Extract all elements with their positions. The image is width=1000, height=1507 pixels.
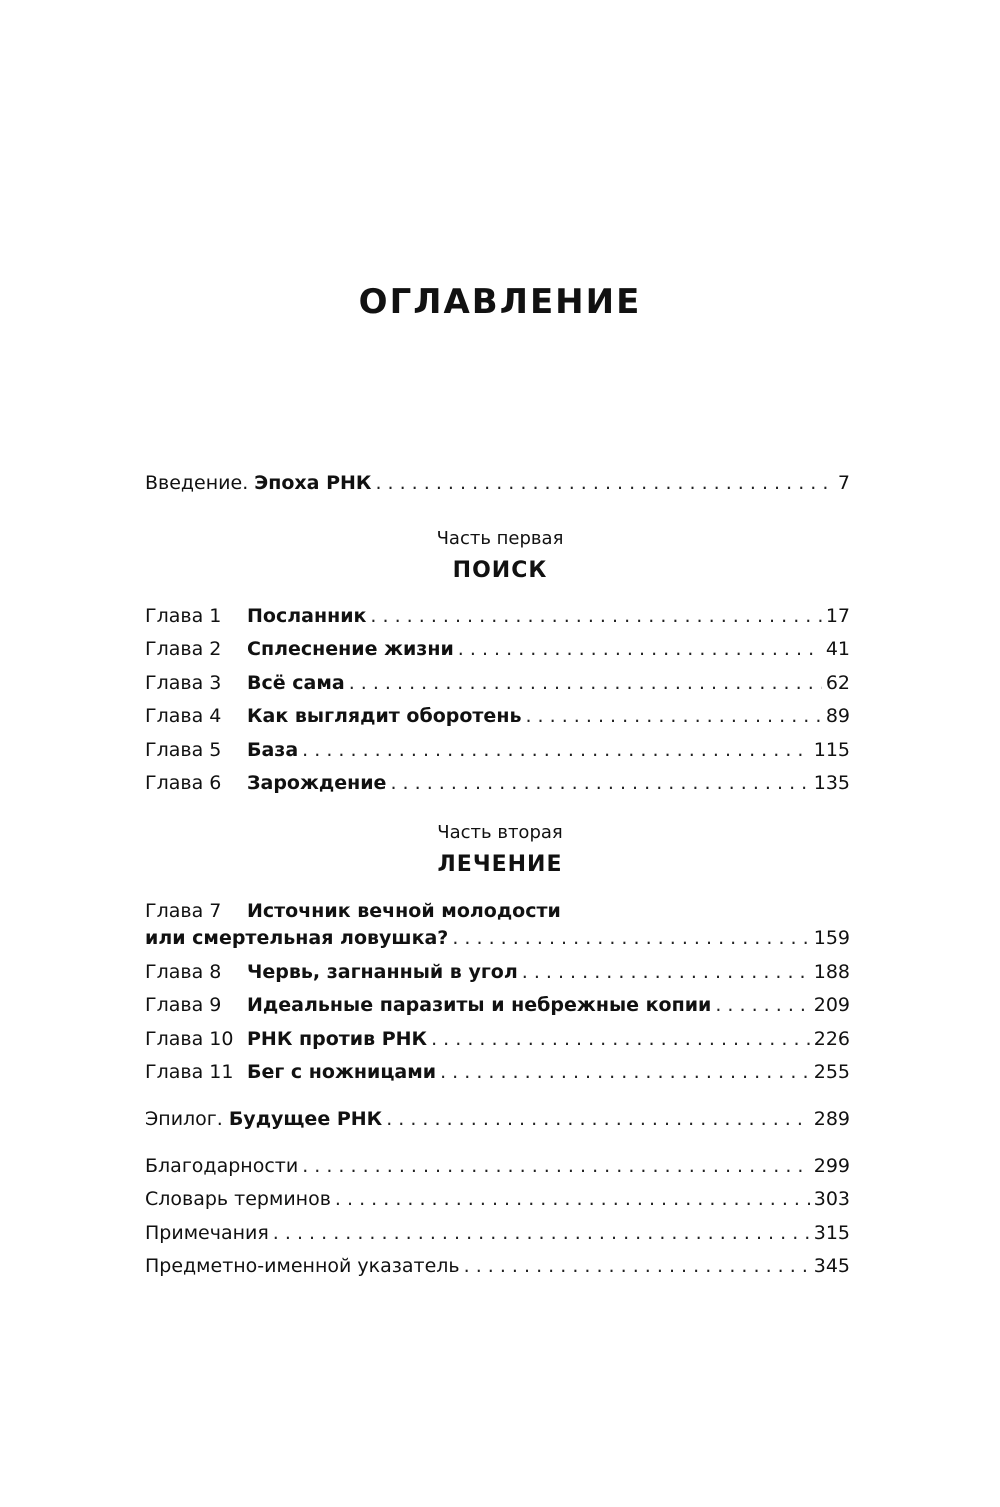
chapter-label: Глава 11 [145, 1061, 234, 1083]
dot-leader [335, 1188, 810, 1210]
page-number: 159 [813, 927, 850, 949]
part-title: ЛЕЧЕНИЕ [437, 852, 563, 877]
dot-leader [375, 472, 833, 494]
dot-leader [452, 927, 809, 949]
page-number: 41 [825, 638, 850, 660]
toc-entry-chapter-8[interactable] [145, 961, 850, 991]
chapter-title-line1: Источник вечной молодости [247, 900, 561, 922]
page-number: 62 [825, 672, 850, 694]
chapter-label: Глава 9 [145, 994, 222, 1016]
page-number: 345 [813, 1255, 850, 1277]
dot-leader [302, 739, 810, 761]
dot-leader [522, 961, 810, 983]
chapter-title: Посланник [247, 605, 367, 627]
part-caption: Часть вторая [437, 822, 563, 843]
chapter-title-line2-row [145, 927, 850, 957]
page-number: 135 [813, 772, 850, 794]
page-number: 89 [825, 705, 850, 727]
dot-leader [386, 1108, 810, 1130]
part-caption: Часть первая [436, 528, 564, 549]
toc-entry-chapter-7[interactable] [145, 900, 850, 960]
page-number: 115 [813, 739, 850, 761]
dot-leader [302, 1155, 810, 1177]
toc-entry-chapter-10[interactable] [145, 1028, 850, 1058]
intro-prefix: Введение. [145, 472, 249, 494]
chapter-label: Глава 8 [145, 961, 222, 983]
chapter-label: Глава 6 [145, 772, 222, 794]
dot-leader [440, 1061, 810, 1083]
chapter-label: Глава 5 [145, 739, 222, 761]
page-number: 299 [813, 1155, 850, 1177]
page-number: 289 [813, 1108, 850, 1130]
toc-entry-chapter-1[interactable] [145, 605, 850, 635]
toc-entry-chapter-3[interactable] [145, 672, 850, 702]
epilogue-title: Будущее РНК [228, 1108, 383, 1130]
toc-entry-chapter-9[interactable] [145, 994, 850, 1024]
chapter-title: РНК против РНК [247, 1028, 428, 1050]
toc-entry-chapter-6[interactable] [145, 772, 850, 802]
dot-leader [390, 772, 809, 794]
page-number: 209 [813, 994, 850, 1016]
entry-title: Словарь терминов [145, 1188, 331, 1210]
dot-leader [431, 1028, 810, 1050]
chapter-title: или смертельная ловушка? [145, 927, 449, 949]
page-number: 303 [813, 1188, 850, 1210]
chapter-label: Глава 2 [145, 638, 222, 660]
chapter-title: Всё сама [247, 672, 345, 694]
dot-leader [273, 1222, 810, 1244]
intro-title: Эпоха РНК [254, 472, 372, 494]
toc-entry-index[interactable] [145, 1255, 850, 1285]
toc-entry-notes[interactable] [145, 1222, 850, 1252]
page-title: ОГЛАВЛЕНИЕ [358, 282, 642, 322]
dot-leader [464, 1255, 810, 1277]
toc-entry-glossary[interactable] [145, 1188, 850, 1218]
chapter-title: Бег с ножницами [247, 1061, 437, 1083]
toc-entry-chapter-4[interactable] [145, 705, 850, 735]
chapter-label: Глава 7 [145, 900, 222, 922]
toc-entry-acknowledgements[interactable] [145, 1155, 850, 1185]
page-number: 226 [813, 1028, 850, 1050]
chapter-label: Глава 3 [145, 672, 222, 694]
chapter-title: Сплеснение жизни [247, 638, 454, 660]
chapter-label: Глава 4 [145, 705, 222, 727]
page-number: 188 [813, 961, 850, 983]
page-number: 7 [837, 472, 850, 494]
dot-leader [349, 672, 822, 694]
chapter-label: Глава 10 [145, 1028, 234, 1050]
chapter-title: Идеальные паразиты и небрежные копии [247, 994, 712, 1016]
chapter-title: Как выглядит оборотень [247, 705, 522, 727]
epilogue-prefix: Эпилог. [145, 1108, 223, 1130]
page-number: 315 [813, 1222, 850, 1244]
chapter-title: Зарождение [247, 772, 387, 794]
dot-leader [715, 994, 809, 1016]
page-number: 255 [813, 1061, 850, 1083]
entry-title: Примечания [145, 1222, 269, 1244]
chapter-title: База [247, 739, 299, 761]
dot-leader [370, 605, 821, 627]
chapter-title: Червь, загнанный в угол [247, 961, 518, 983]
dot-leader [525, 705, 821, 727]
entry-title: Благодарности [145, 1155, 299, 1177]
entry-title: Предметно-именной указатель [145, 1255, 460, 1277]
part-title: ПОИСК [452, 558, 548, 583]
dot-leader [458, 638, 822, 660]
toc-entry-chapter-5[interactable] [145, 739, 850, 769]
toc-entry-intro[interactable] [145, 472, 850, 502]
toc-entry-chapter-11[interactable] [145, 1061, 850, 1091]
toc-entry-chapter-2[interactable] [145, 638, 850, 668]
page-number: 17 [825, 605, 850, 627]
chapter-label: Глава 1 [145, 605, 222, 627]
toc-entry-epilogue[interactable] [145, 1108, 850, 1138]
